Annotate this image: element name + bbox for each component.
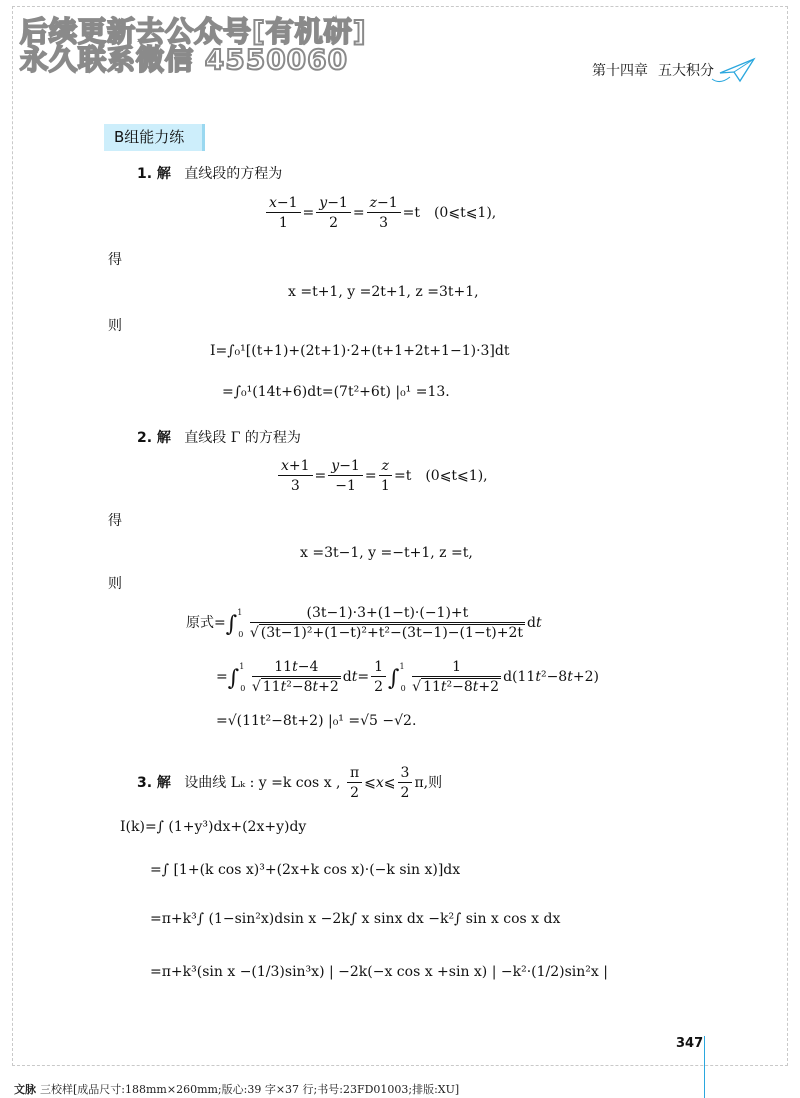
problem3-line-1: I(k)=∫ (1+y³)dx+(2x+y)dy xyxy=(120,819,307,835)
page-number: 347 xyxy=(676,1036,704,1051)
problem2-line-equation: $\frac{x+1}{3}$ = $\frac{y-1}{-1}$ = $\frac{z}{1}$ =t (0⩽t⩽1), xyxy=(276,459,488,493)
print-footer xyxy=(14,1081,459,1097)
problem3-line-2: =∫ [1+(k cos x)³+(2x+k cos x)·(−k sin x)]dx xyxy=(150,862,461,878)
footer-brand: 文脉 xyxy=(14,1083,36,1096)
problem2-integral-1: 原式=∫$^1_0$ $\frac{(3t-1)\cdot 3+(1-t)\cdot(-1)+t}{\text{√ (3t−1)²+(1−t)²+t²−(3t−1)−(1−t)+2t}}$ dt xyxy=(186,605,542,641)
chapter-title: 五大积分 xyxy=(658,63,714,79)
problem2-heading xyxy=(137,431,301,445)
problem1-integral-2: =∫₀¹(14t+6)dt=(7t²+6t) |₀¹ =13. xyxy=(222,384,450,400)
problem3-line-4: =π+k³(sin x −(1/3)sin³x) | −2k(−x cos x +sin x) | −k²·(1/2)sin²x | xyxy=(150,964,608,980)
watermark-line-1: 后续更新去公众号[有机研] xyxy=(20,15,367,48)
problem2-de: 得 xyxy=(108,513,122,529)
problem2-number: 2. 解 xyxy=(137,430,171,446)
section-title: B组能力练 xyxy=(104,124,205,151)
problem2-text: 直线段 Γ 的方程为 xyxy=(184,430,301,446)
problem2-param: x =3t−1, y =−t+1, z =t, xyxy=(300,545,473,561)
problem3-text: 设曲线 Lₖ : y =k cos x , xyxy=(184,775,341,791)
paper-plane-icon xyxy=(710,55,756,85)
problem3-heading: 3. 解 设曲线 Lₖ : y =k cos x , $\frac{\pi}{2}$ ⩽x⩽ $\frac{3}{2}$ π,则 xyxy=(137,765,443,801)
problem1-integral-1: I=∫₀¹[(t+1)+(2t+1)·2+(t+1+2t+1−1)·3]dt xyxy=(210,343,510,359)
problem3-number: 3. 解 xyxy=(137,775,171,791)
watermark-line-2: 永久联系微信 4550060 xyxy=(20,43,349,76)
problem1-heading xyxy=(137,167,282,181)
problem1-de: 得 xyxy=(108,252,122,268)
problem2-eq-rest: =t (0⩽t⩽1), xyxy=(393,468,488,484)
page-number-divider xyxy=(704,1036,705,1098)
problem2-result: =√(11t²−8t+2) |₀¹ =√5 −√2. xyxy=(216,713,417,729)
problem2-integral-2: =∫$^1_0$ $\frac{11t-4}{\text{√ 11t²−8t+2}}$ dt= $\frac{1}{2}$ ∫$^1_0$ $\frac{1}{\text{√ 11t²−8t+2}}$ d(11t²−8t+2) xyxy=(216,659,599,695)
problem2-denominator: (3t−1)²+(1−t)²+t²−(3t−1)−(1−t)+2t xyxy=(260,625,523,641)
problem3-line-3: =π+k³∫ (1−sin²x)dsin x −2k∫ x sinx dx −k²∫ sin x cos x dx xyxy=(150,911,561,927)
problem2-yuanshi: 原式= xyxy=(186,615,226,631)
problem1-number: 1. 解 xyxy=(137,166,171,182)
problem1-ze: 则 xyxy=(108,318,122,334)
problem3-range-end: π,则 xyxy=(414,775,443,791)
problem1-text: 直线段的方程为 xyxy=(184,166,283,182)
chapter-number: 第十四章 xyxy=(592,63,648,79)
problem1-param: x =t+1, y =2t+1, z =3t+1, xyxy=(288,284,479,300)
chapter-header xyxy=(592,60,724,80)
problem1-eq-rest: =t (0⩽t⩽1), xyxy=(402,205,497,221)
footer-text: 三校样[成品尺寸:188mm×260mm;版心:39 字×37 行;书号:23FD01003;排版:XU] xyxy=(40,1083,460,1096)
problem2-numerator: (3t−1)·3+(1−t)·(−1)+t xyxy=(250,606,525,623)
problem2-ze: 则 xyxy=(108,576,122,592)
problem1-line-equation: $\frac{x-1}{1}$ = $\frac{y-1}{2}$ = $\frac{z-1}{3}$ =t (0⩽t⩽1), xyxy=(264,196,496,230)
page-border xyxy=(12,6,788,1066)
